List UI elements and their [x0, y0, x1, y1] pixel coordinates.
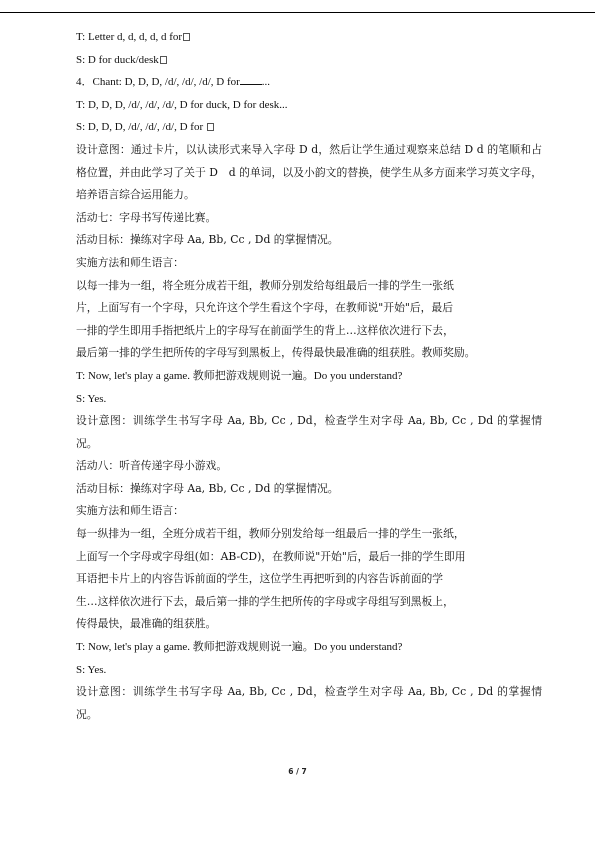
method-line: 生…这样依次进行下去，最后第一排的学生把所传的字母或字母组写到黑板上，: [76, 594, 454, 608]
activity-heading: 活动八：听音传递字母小游戏。: [76, 459, 228, 473]
design-intent-paragraph: 设计意图：通过卡片，以认读形式来导入字母 D d，然后让学生通过观察来总结 D d 的笔顺和占格位置，并由此学习了关于 D d 的单词，以及小韵文的替换，使学生从多方面来学习英文字母，培养语言综合运用能力。: [76, 142, 542, 202]
header-rule: [0, 12, 595, 13]
dialogue-line: [54, 49, 542, 72]
line-text: S: D for duck/desk: [76, 53, 159, 66]
page-content: [54, 26, 542, 726]
line-text: T: Letter d, d, d, d, d for: [76, 31, 183, 43]
missing-glyph-box: [160, 56, 167, 64]
dialogue-line: T: D, D, D, /d/, /d/, /d/, D for duck, D for desk...: [76, 98, 288, 111]
method-line: 一排的学生即用手指把纸片上的字母写在前面学生的背上…这样依次进行下去，: [76, 323, 454, 337]
dialogue-line: T: Now, let's play a game. 教师把游戏规则说一遍。Do you understand?: [76, 641, 403, 654]
dialogue-line: [54, 116, 542, 139]
method-line: 每一纵排为一组，全班分成若干组，教师分别发给每一组最后一排的学生一张纸，: [76, 527, 465, 541]
fill-blank: [240, 75, 262, 85]
dialogue-line: S: Yes.: [76, 663, 107, 676]
method-line: 传得最快，最准确的组获胜。: [76, 617, 217, 631]
activity-heading: 活动七：字母书写传递比赛。: [76, 210, 217, 224]
chant-line: [54, 71, 542, 94]
activity-goal: 活动目标：操练对字母 Aa, Bb, Cc , Dd 的掌握情况。: [76, 233, 339, 247]
design-intent-paragraph: 设计意图：训练学生书写字母 Aa, Bb, Cc , Dd，检查学生对字母 Aa, Bb, Cc , Dd 的掌握情况。: [76, 685, 542, 721]
method-line: 以每一排为一组，将全班分成若干组，教师分别发给每组最后一排的学生一张纸: [76, 278, 454, 292]
activity-goal: 活动目标：操练对字母 Aa, Bb, Cc , Dd 的掌握情况。: [76, 481, 339, 495]
line-text: ...: [261, 76, 271, 89]
method-heading: 实施方法和师生语言：: [76, 504, 184, 518]
line-text: 4．Chant: D, D, D, /d/, /d/, /d/, D for: [76, 76, 240, 89]
line-text: S: D, D, D, /d/, /d/, /d/, D for: [76, 121, 206, 134]
dialogue-line: S: Yes.: [76, 392, 107, 405]
method-line: 耳语把卡片上的内容告诉前面的学生，这位学生再把听到的内容告诉前面的学: [76, 572, 444, 586]
dialogue-line: T: Now, let's play a game. 教师把游戏规则说一遍。Do you understand?: [76, 369, 403, 382]
missing-glyph-box: [207, 123, 214, 131]
dialogue-line: [54, 26, 542, 49]
method-heading: 实施方法和师生语言：: [76, 255, 184, 269]
method-line: 上面写一个字母或字母组(如：AB-CD)，在教师说"开始"后，最后一排的学生即用: [76, 549, 466, 563]
method-line: 最后第一排的学生把所传的字母写到黑板上，传得最快最准确的组获胜。教师奖励。: [76, 346, 476, 360]
page-number: 6 / 7: [288, 767, 307, 776]
missing-glyph-box: [183, 33, 190, 41]
design-intent-paragraph: 设计意图：训练学生书写字母 Aa, Bb, Cc , Dd，检查学生对字母 Aa, Bb, Cc , Dd 的掌握情况。: [76, 414, 542, 450]
method-line: 片，上面写有一个字母，只允许这个学生看这个字母，在教师说"开始"后，最后: [76, 301, 454, 315]
